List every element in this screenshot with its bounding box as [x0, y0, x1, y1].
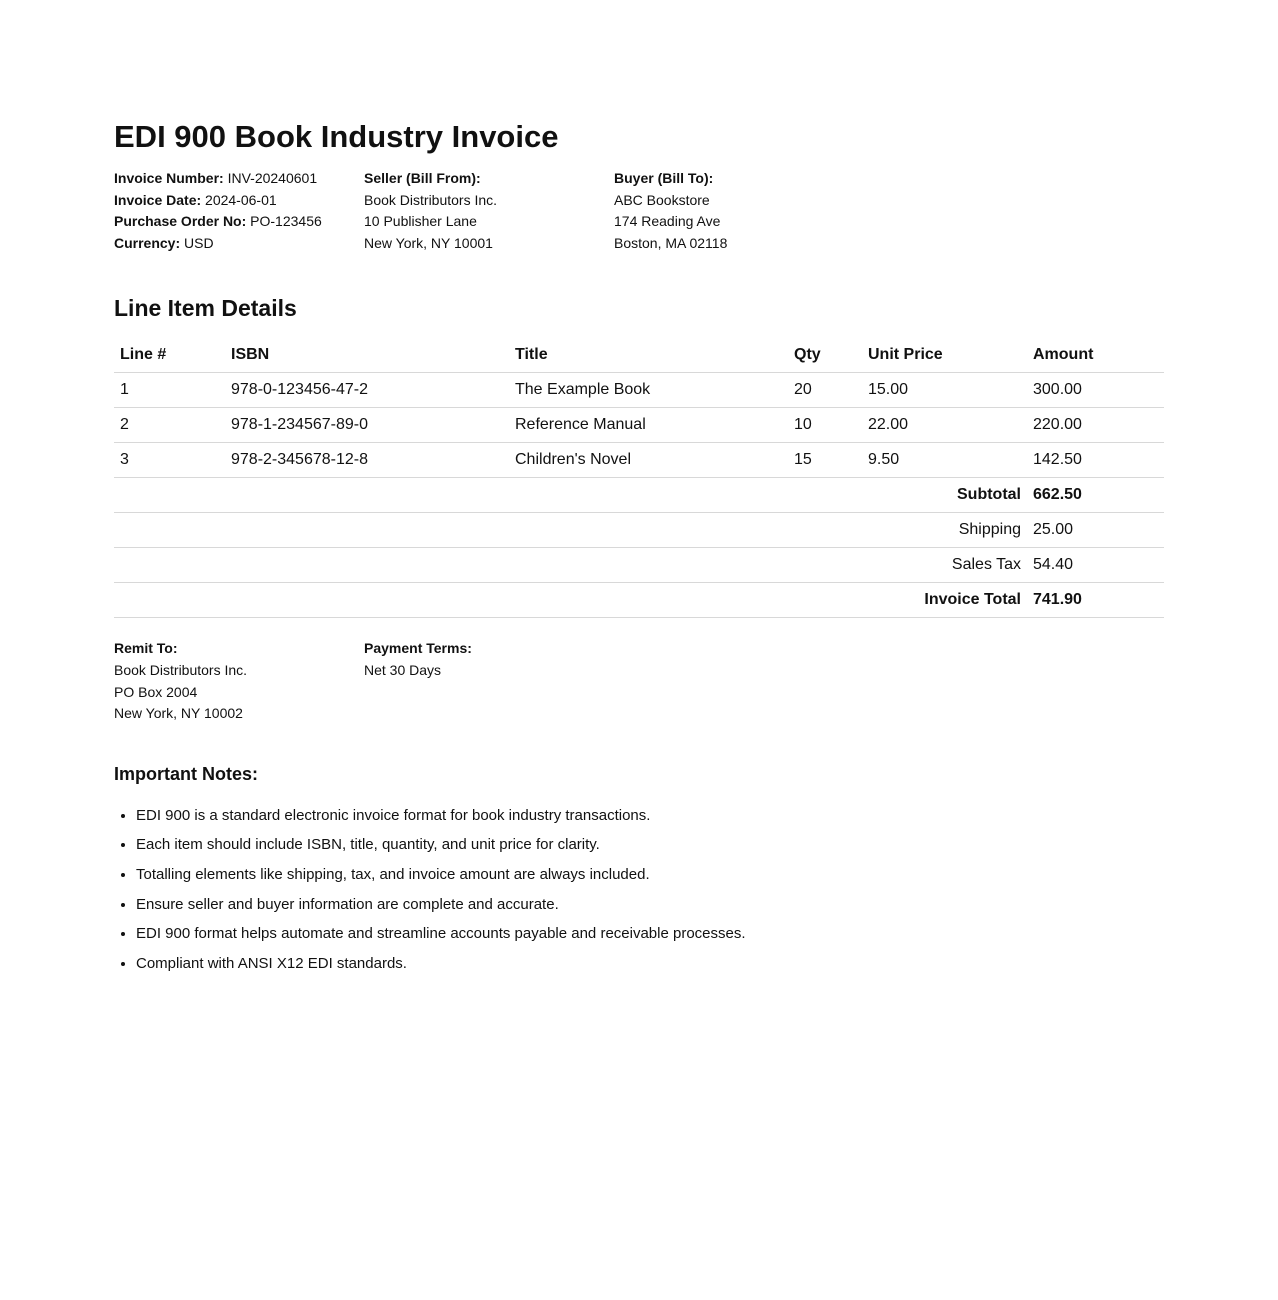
list-item: • EDI 900 is a standard electronic invoice format for book industry transactions.: [136, 807, 1164, 825]
cell-qty: 15: [788, 443, 862, 478]
table-header-row: [114, 338, 1164, 373]
cell-amount: 220.00: [1027, 408, 1164, 443]
invoice-date-label: Invoice Date:: [114, 191, 202, 208]
subtotal-label: Subtotal: [114, 478, 1027, 513]
buyer-street: 174 Reading Ave: [614, 213, 721, 230]
invoice-number-row: [114, 168, 364, 190]
buyer-city: Boston, MA 02118: [614, 234, 728, 251]
subtotal-row: [114, 478, 1164, 513]
cell-unit-price: 9.50: [862, 443, 1027, 478]
remit-block: [114, 638, 364, 724]
header-title: Title: [509, 338, 788, 373]
cell-unit-price: 22.00: [862, 408, 1027, 443]
shipping-row: [114, 513, 1164, 548]
purchase-order-label: Purchase Order No:: [114, 213, 247, 230]
header-isbn: ISBN: [225, 338, 509, 373]
header-qty: Qty: [788, 338, 862, 373]
seller-block: [364, 168, 614, 254]
buyer-label: Buyer (Bill To):: [614, 170, 714, 186]
currency-label: Currency:: [114, 234, 181, 251]
remit-name: Book Distributors Inc.: [114, 661, 248, 678]
cell-isbn: 978-1-234567-89-0: [225, 408, 509, 443]
buyer-block: [614, 168, 864, 254]
invoice-date-value: 2024-06-01: [205, 191, 277, 208]
cell-qty: 20: [788, 373, 862, 408]
invoice-total-value: 741.90: [1027, 583, 1164, 618]
seller-label: Seller (Bill From):: [364, 170, 481, 186]
notes-list: [114, 807, 1164, 973]
table-row: [114, 373, 1164, 408]
page-title: EDI 900 Book Industry Invoice: [114, 119, 559, 154]
table-row: [114, 443, 1164, 478]
remit-city: New York, NY 10002: [114, 705, 243, 722]
payment-terms-block: [364, 638, 614, 724]
sales-tax-label: Sales Tax: [114, 548, 1027, 583]
shipping-value: 25.00: [1027, 513, 1164, 548]
shipping-label: Shipping: [114, 513, 1027, 548]
cell-amount: 142.50: [1027, 443, 1164, 478]
cell-isbn: 978-2-345678-12-8: [225, 443, 509, 478]
currency-row: [114, 233, 364, 255]
invoice-header: [114, 168, 1164, 254]
cell-line: 3: [114, 443, 225, 478]
table-row: [114, 408, 1164, 443]
seller-street: 10 Publisher Lane: [364, 213, 477, 230]
invoice-date-row: [114, 190, 364, 212]
list-item: • Totalling elements like shipping, tax, and invoice amount are always included.: [136, 866, 1164, 884]
cell-qty: 10: [788, 408, 862, 443]
invoice-footer: [114, 638, 1164, 724]
seller-name: Book Distributors Inc.: [364, 191, 498, 208]
subtotal-value: 662.50: [1027, 478, 1164, 513]
cell-amount: 300.00: [1027, 373, 1164, 408]
invoice-meta: [114, 168, 364, 254]
payment-terms-label: Payment Terms:: [364, 640, 472, 657]
invoice-page: [114, 0, 1164, 973]
notes-title: Important Notes:: [114, 763, 258, 784]
list-item: • Ensure seller and buyer information are complete and accurate.: [136, 896, 1164, 914]
sales-tax-row: [114, 548, 1164, 583]
header-amount: Amount: [1027, 338, 1164, 373]
remit-street: PO Box 2004: [114, 683, 198, 700]
seller-city: New York, NY 10001: [364, 234, 493, 251]
list-item: • Compliant with ANSI X12 EDI standards.: [136, 955, 1164, 973]
buyer-name: ABC Bookstore: [614, 191, 710, 208]
line-items-title: Line Item Details: [114, 295, 297, 322]
invoice-total-row: [114, 583, 1164, 618]
list-item: • EDI 900 format helps automate and streamline accounts payable and receivable processes.: [136, 925, 1164, 943]
cell-title: The Example Book: [509, 373, 788, 408]
list-item: • Each item should include ISBN, title, quantity, and unit price for clarity.: [136, 836, 1164, 854]
invoice-total-label: Invoice Total: [114, 583, 1027, 618]
header-line: Line #: [114, 338, 225, 373]
line-items-table: [114, 338, 1164, 618]
cell-title: Reference Manual: [509, 408, 788, 443]
payment-terms-value: Net 30 Days: [364, 661, 442, 678]
header-unit-price: Unit Price: [862, 338, 1027, 373]
purchase-order-value: PO-123456: [250, 213, 322, 230]
invoice-number-label: Invoice Number:: [114, 170, 224, 186]
currency-value: USD: [184, 234, 214, 251]
invoice-number-value: INV-20240601: [227, 170, 318, 186]
cell-title: Children's Novel: [509, 443, 788, 478]
remit-label: Remit To:: [114, 640, 178, 657]
cell-isbn: 978-0-123456-47-2: [225, 373, 509, 408]
cell-line: 2: [114, 408, 225, 443]
cell-line: 1: [114, 373, 225, 408]
purchase-order-row: [114, 211, 364, 233]
cell-unit-price: 15.00: [862, 373, 1027, 408]
sales-tax-value: 54.40: [1027, 548, 1164, 583]
